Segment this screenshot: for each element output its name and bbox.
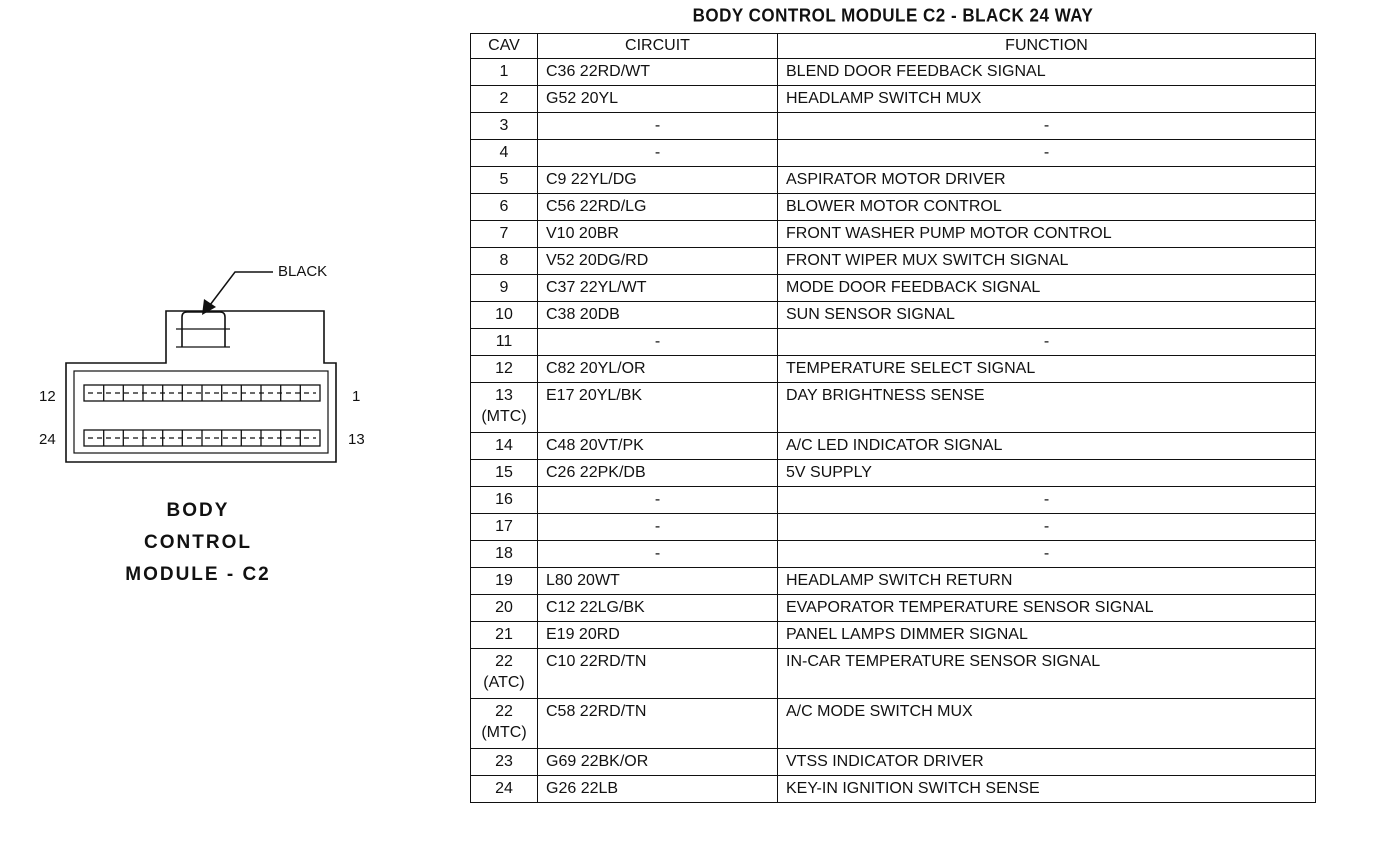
cell-cav <box>471 329 538 356</box>
table-title: BODY CONTROL MODULE C2 - BLACK 24 WAY <box>692 5 1094 26</box>
cell-cav <box>471 749 538 776</box>
cav-number: 23 <box>495 753 513 770</box>
cell-function: - <box>778 541 1316 568</box>
cell-cav <box>471 433 538 460</box>
cav-number: 14 <box>495 437 513 454</box>
cell-circuit: - <box>538 541 778 568</box>
cell-function: DAY BRIGHTNESS SENSE <box>778 383 1316 433</box>
cell-function: KEY-IN IGNITION SWITCH SENSE <box>778 776 1316 803</box>
cell-cav <box>471 113 538 140</box>
cell-function: FRONT WASHER PUMP MOTOR CONTROL <box>778 221 1316 248</box>
table-row <box>471 433 1316 460</box>
table-row <box>471 776 1316 803</box>
cav-number: 16 <box>495 491 513 508</box>
module-title-line2: MODULE - C2 <box>125 564 271 585</box>
cav-number: 24 <box>495 780 513 797</box>
cell-function: TEMPERATURE SELECT SIGNAL <box>778 356 1316 383</box>
cell-cav <box>471 59 538 86</box>
cell-function: HEADLAMP SWITCH RETURN <box>778 568 1316 595</box>
cell-cav <box>471 194 538 221</box>
cell-cav <box>471 568 538 595</box>
cav-number: 6 <box>499 198 509 215</box>
cav-number: 3 <box>499 117 509 134</box>
table-row <box>471 194 1316 221</box>
cav-number: 12 <box>495 360 513 377</box>
table-row <box>471 86 1316 113</box>
cell-cav <box>471 140 538 167</box>
cav-number: 21 <box>495 626 513 643</box>
pin-label-bottom-left: 24 <box>39 431 56 448</box>
header-cav: CAV <box>471 34 538 59</box>
cell-circuit: C56 22RD/LG <box>538 194 778 221</box>
cell-circuit: C12 22LG/BK <box>538 595 778 622</box>
table-row <box>471 460 1316 487</box>
cell-function: PANEL LAMPS DIMMER SIGNAL <box>778 622 1316 649</box>
cav-number: 7 <box>499 225 509 242</box>
cav-number: 17 <box>495 518 513 535</box>
cell-circuit: C37 22YL/WT <box>538 275 778 302</box>
cav-note: (MTC) <box>481 724 527 741</box>
cell-circuit: - <box>538 514 778 541</box>
cell-cav <box>471 460 538 487</box>
cell-function: A/C LED INDICATOR SIGNAL <box>778 433 1316 460</box>
connector-diagram <box>30 255 370 585</box>
header-circuit: CIRCUIT <box>538 34 778 59</box>
cell-circuit: C36 22RD/WT <box>538 59 778 86</box>
cav-number: 5 <box>499 171 509 188</box>
cell-cav <box>471 383 538 433</box>
cell-function: - <box>778 514 1316 541</box>
cav-number: 22 <box>495 703 513 720</box>
table-row <box>471 595 1316 622</box>
table-row <box>471 356 1316 383</box>
pinout-body <box>471 59 1316 803</box>
cell-function: - <box>778 487 1316 514</box>
cell-cav <box>471 514 538 541</box>
cell-circuit: - <box>538 113 778 140</box>
cell-circuit: C10 22RD/TN <box>538 649 778 699</box>
table-row <box>471 167 1316 194</box>
cell-cav <box>471 699 538 749</box>
cell-function: SUN SENSOR SIGNAL <box>778 302 1316 329</box>
cell-function: - <box>778 140 1316 167</box>
table-row <box>471 383 1316 433</box>
connector-drawing <box>30 255 370 475</box>
cell-cav <box>471 487 538 514</box>
pinout-table <box>470 33 1316 803</box>
table-header-row <box>471 34 1316 59</box>
table-row <box>471 622 1316 649</box>
cell-function: ASPIRATOR MOTOR DRIVER <box>778 167 1316 194</box>
pin-row-bottom <box>84 430 320 446</box>
cell-function: EVAPORATOR TEMPERATURE SENSOR SIGNAL <box>778 595 1316 622</box>
pin-label-top-right: 1 <box>352 388 361 405</box>
connector-body <box>66 311 336 462</box>
cell-function: BLOWER MOTOR CONTROL <box>778 194 1316 221</box>
cell-cav <box>471 622 538 649</box>
cell-cav <box>471 302 538 329</box>
cell-cav <box>471 541 538 568</box>
table-row <box>471 568 1316 595</box>
cell-circuit: - <box>538 329 778 356</box>
table-row <box>471 749 1316 776</box>
table-row <box>471 649 1316 699</box>
cav-number: 22 <box>495 653 513 670</box>
table-row <box>471 541 1316 568</box>
cell-function: FRONT WIPER MUX SWITCH SIGNAL <box>778 248 1316 275</box>
table-row <box>471 329 1316 356</box>
cell-circuit: V10 20BR <box>538 221 778 248</box>
cell-circuit: G52 20YL <box>538 86 778 113</box>
cell-cav <box>471 649 538 699</box>
cell-function: - <box>778 329 1316 356</box>
cav-number: 15 <box>495 464 513 481</box>
cell-circuit: C58 22RD/TN <box>538 699 778 749</box>
cell-cav <box>471 275 538 302</box>
table-row <box>471 275 1316 302</box>
connector-face <box>74 371 328 453</box>
cav-number: 19 <box>495 572 513 589</box>
table-row <box>471 248 1316 275</box>
table-row <box>471 699 1316 749</box>
cell-circuit: G26 22LB <box>538 776 778 803</box>
module-title <box>118 495 278 591</box>
cav-number: 4 <box>499 144 509 161</box>
cell-function: BLEND DOOR FEEDBACK SIGNAL <box>778 59 1316 86</box>
cav-number: 20 <box>495 599 513 616</box>
table-row <box>471 140 1316 167</box>
cell-cav <box>471 248 538 275</box>
table-row <box>471 302 1316 329</box>
table-row <box>471 221 1316 248</box>
table-row <box>471 59 1316 86</box>
cell-cav <box>471 221 538 248</box>
cav-number: 10 <box>495 306 513 323</box>
cell-cav <box>471 356 538 383</box>
cell-function: 5V SUPPLY <box>778 460 1316 487</box>
cav-number: 11 <box>495 333 513 350</box>
cav-note: (ATC) <box>483 674 525 691</box>
cell-circuit: C9 22YL/DG <box>538 167 778 194</box>
cell-function: A/C MODE SWITCH MUX <box>778 699 1316 749</box>
pin-row-top <box>84 385 320 401</box>
cell-circuit: G69 22BK/OR <box>538 749 778 776</box>
cell-function: VTSS INDICATOR DRIVER <box>778 749 1316 776</box>
cell-function: HEADLAMP SWITCH MUX <box>778 86 1316 113</box>
cav-note: (MTC) <box>481 408 527 425</box>
cell-circuit: C82 20YL/OR <box>538 356 778 383</box>
cav-number: 9 <box>499 279 509 296</box>
cell-circuit: - <box>538 487 778 514</box>
module-title-line1: BODY CONTROL <box>144 500 252 553</box>
cell-circuit: E17 20YL/BK <box>538 383 778 433</box>
table-row <box>471 487 1316 514</box>
cell-circuit: C38 20DB <box>538 302 778 329</box>
table-row <box>471 514 1316 541</box>
cav-number: 13 <box>495 387 513 404</box>
cell-circuit: L80 20WT <box>538 568 778 595</box>
leader-line <box>210 272 273 305</box>
cav-number: 8 <box>499 252 509 269</box>
pin-label-top-left: 12 <box>39 388 56 405</box>
cell-cav <box>471 167 538 194</box>
cell-cav <box>471 86 538 113</box>
cell-function: - <box>778 113 1316 140</box>
cav-number: 18 <box>495 545 513 562</box>
cav-number: 1 <box>499 63 509 80</box>
cell-circuit: - <box>538 140 778 167</box>
pin-label-bottom-right: 13 <box>348 431 365 448</box>
cell-circuit: C48 20VT/PK <box>538 433 778 460</box>
cell-circuit: E19 20RD <box>538 622 778 649</box>
cell-function: MODE DOOR FEEDBACK SIGNAL <box>778 275 1316 302</box>
cell-circuit: C26 22PK/DB <box>538 460 778 487</box>
cav-number: 2 <box>499 90 509 107</box>
header-function: FUNCTION <box>778 34 1316 59</box>
cell-circuit: V52 20DG/RD <box>538 248 778 275</box>
color-label: BLACK <box>278 263 328 280</box>
cell-cav <box>471 776 538 803</box>
cell-function: IN-CAR TEMPERATURE SENSOR SIGNAL <box>778 649 1316 699</box>
table-row <box>471 113 1316 140</box>
cell-cav <box>471 595 538 622</box>
